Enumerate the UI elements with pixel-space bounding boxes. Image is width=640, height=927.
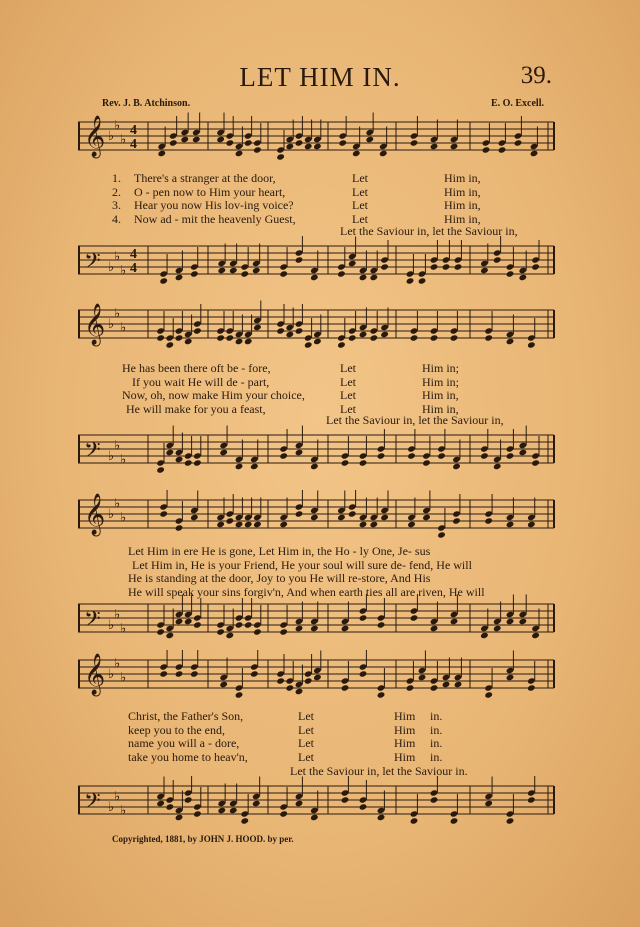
note-head bbox=[175, 334, 184, 341]
note-head bbox=[410, 817, 419, 824]
note-head bbox=[193, 621, 202, 628]
flat-icon: ♭ bbox=[120, 319, 127, 335]
note-head bbox=[454, 263, 463, 270]
note-head bbox=[253, 628, 262, 635]
note-head bbox=[235, 338, 244, 345]
verse-line: If you wait He will de - part, Let Him in; bbox=[132, 374, 460, 389]
note-head bbox=[235, 150, 244, 157]
note-head bbox=[313, 674, 322, 681]
note-head bbox=[452, 463, 461, 470]
note-head bbox=[359, 331, 368, 338]
note-head bbox=[286, 684, 295, 691]
note-head bbox=[279, 628, 288, 635]
note-head bbox=[310, 274, 319, 281]
note-head bbox=[304, 143, 313, 150]
note-head bbox=[410, 139, 419, 146]
note-head bbox=[365, 136, 374, 143]
treble-staff-4 bbox=[78, 650, 558, 712]
note-head bbox=[240, 817, 249, 824]
refrain-text-2: Let the Saviour in, let the Saviour in, bbox=[326, 413, 504, 427]
note-head bbox=[377, 621, 386, 628]
note-head bbox=[484, 517, 493, 524]
refrain-text-1: Let the Saviour in, let the Saviour in, bbox=[340, 224, 518, 238]
note-head bbox=[493, 256, 502, 263]
note-head bbox=[422, 459, 431, 466]
lyricist-credit: Rev. J. B. Atchinson. bbox=[102, 98, 191, 109]
flat-icon: ♭ bbox=[108, 316, 115, 331]
note-head bbox=[250, 463, 259, 470]
note-head bbox=[159, 510, 168, 517]
note-head bbox=[506, 674, 515, 681]
note-head bbox=[166, 449, 175, 456]
note-head bbox=[190, 514, 199, 521]
note-head bbox=[341, 796, 350, 803]
note-head bbox=[484, 334, 493, 341]
note-head bbox=[484, 800, 493, 807]
note-head bbox=[450, 334, 459, 341]
note-head bbox=[217, 807, 226, 814]
verse-line: He has been there oft be - fore, Let Him in; bbox=[122, 361, 460, 375]
note-head bbox=[310, 814, 319, 821]
verse-line: 4. Now ad - mit the heavenly Guest, Let Him in, bbox=[112, 211, 481, 226]
verse-line: take you home to heav'n, Let Him in. bbox=[128, 749, 443, 764]
note-head bbox=[235, 691, 244, 698]
note-head bbox=[452, 517, 461, 524]
note-head bbox=[406, 277, 415, 284]
note-head bbox=[276, 677, 285, 684]
note-head bbox=[514, 139, 523, 146]
note-head bbox=[519, 449, 528, 456]
hymn-title: LET HIM IN. bbox=[239, 62, 401, 92]
note-head bbox=[359, 803, 368, 810]
note-head bbox=[286, 331, 295, 338]
verse-line: 1. There's a stranger at the door, Let Him in, bbox=[112, 171, 481, 185]
note-head bbox=[180, 136, 189, 143]
note-head bbox=[418, 674, 427, 681]
note-head bbox=[219, 449, 228, 456]
verse-line: keep you to the end, Let Him in. bbox=[128, 722, 443, 737]
note-head bbox=[442, 681, 451, 688]
note-head bbox=[377, 691, 386, 698]
note-head bbox=[506, 521, 515, 528]
note-head bbox=[410, 334, 419, 341]
note-head bbox=[450, 618, 459, 625]
note-head bbox=[156, 334, 165, 341]
note-head bbox=[235, 621, 244, 628]
treble-clef-icon: 𝄞 bbox=[84, 494, 106, 535]
note-head bbox=[506, 452, 515, 459]
note-head bbox=[253, 521, 262, 528]
flat-icon: ♭ bbox=[114, 248, 121, 264]
hymn-number: 39. bbox=[520, 62, 552, 89]
note-head bbox=[169, 139, 178, 146]
note-head bbox=[193, 810, 202, 817]
treble-staff-3 bbox=[78, 490, 558, 548]
note-head bbox=[493, 625, 502, 632]
flat-icon: ♭ bbox=[120, 131, 127, 147]
verse-line: Now, oh, now make Him your choice, Let Him in, bbox=[122, 388, 459, 402]
note-head bbox=[480, 632, 489, 639]
note-head bbox=[156, 628, 165, 635]
note-head bbox=[229, 807, 238, 814]
note-head bbox=[295, 510, 304, 517]
note-head bbox=[310, 625, 319, 632]
note-head bbox=[480, 267, 489, 274]
flat-icon: ♭ bbox=[108, 666, 115, 681]
note-head bbox=[341, 459, 350, 466]
note-head bbox=[193, 327, 202, 334]
note-head bbox=[166, 803, 175, 810]
note-head bbox=[422, 514, 431, 521]
bass-clef-icon: 𝄢 bbox=[84, 438, 101, 468]
note-head bbox=[175, 274, 184, 281]
note-head bbox=[531, 632, 540, 639]
note-head bbox=[430, 625, 439, 632]
note-head bbox=[157, 150, 166, 157]
note-head bbox=[370, 334, 379, 341]
verse-line: 3. Hear you now His lov-ing voice? Let Him in, bbox=[112, 198, 481, 212]
note-head bbox=[156, 466, 165, 473]
note-head bbox=[295, 256, 304, 263]
note-head bbox=[216, 334, 225, 341]
bass-staff-3 bbox=[78, 594, 558, 646]
flat-icon: ♭ bbox=[120, 802, 127, 818]
note-head bbox=[338, 139, 347, 146]
note-head bbox=[437, 452, 446, 459]
note-head bbox=[226, 632, 235, 639]
note-head bbox=[244, 521, 253, 528]
note-head bbox=[527, 684, 536, 691]
note-head bbox=[407, 521, 416, 528]
note-head bbox=[190, 270, 199, 277]
flat-icon: ♭ bbox=[120, 451, 127, 467]
bass-staff-2 bbox=[78, 425, 558, 483]
treble-staff-2 bbox=[78, 300, 558, 364]
note-head bbox=[279, 521, 288, 528]
note-head bbox=[341, 684, 350, 691]
note-head bbox=[252, 267, 261, 274]
flat-icon: ♭ bbox=[108, 128, 115, 143]
refrain-text-4: Let the Saviour in, let the Saviour in. bbox=[290, 764, 468, 778]
note-head bbox=[244, 139, 253, 146]
note-head bbox=[250, 670, 259, 677]
verse-line: He will speak your sins forgiv'n, And when earth ties all are riven, He will bbox=[128, 584, 485, 599]
note-head bbox=[493, 463, 502, 470]
verse-block-2 bbox=[118, 362, 538, 416]
time-signature: 4 bbox=[130, 247, 137, 262]
note-head bbox=[498, 146, 507, 153]
note-head bbox=[407, 452, 416, 459]
flat-icon: ♭ bbox=[114, 117, 121, 133]
note-head bbox=[527, 521, 536, 528]
note-head bbox=[506, 270, 515, 277]
note-head bbox=[437, 531, 446, 538]
note-head bbox=[406, 684, 415, 691]
note-head bbox=[253, 146, 262, 153]
note-head bbox=[166, 341, 175, 348]
note-head bbox=[506, 618, 515, 625]
treble-clef-icon: 𝄞 bbox=[84, 654, 106, 695]
flat-icon: ♭ bbox=[108, 799, 115, 814]
note-head bbox=[190, 670, 199, 677]
note-head bbox=[380, 514, 389, 521]
note-head bbox=[244, 338, 253, 345]
note-head bbox=[276, 327, 285, 334]
bass-clef-icon: 𝄢 bbox=[84, 607, 101, 637]
verse-block-1 bbox=[100, 172, 540, 226]
note-head bbox=[235, 521, 244, 528]
flat-icon: ♭ bbox=[108, 448, 115, 463]
verse-block-3 bbox=[128, 545, 548, 599]
note-head bbox=[359, 521, 368, 528]
note-head bbox=[379, 150, 388, 157]
note-head bbox=[295, 800, 304, 807]
note-head bbox=[337, 514, 346, 521]
note-head bbox=[531, 263, 540, 270]
note-head bbox=[480, 452, 489, 459]
note-head bbox=[184, 459, 193, 466]
flat-icon: ♭ bbox=[114, 655, 121, 671]
note-head bbox=[184, 618, 193, 625]
treble-clef-icon: 𝄞 bbox=[84, 116, 106, 157]
time-signature: 4 bbox=[130, 137, 137, 152]
note-head bbox=[295, 688, 304, 695]
note-head bbox=[175, 456, 184, 463]
flat-icon: ♭ bbox=[114, 788, 121, 804]
note-head bbox=[450, 143, 459, 150]
note-head bbox=[216, 628, 225, 635]
note-head bbox=[531, 459, 540, 466]
note-head bbox=[450, 817, 459, 824]
note-head bbox=[430, 143, 439, 150]
note-head bbox=[235, 463, 244, 470]
note-head bbox=[337, 341, 346, 348]
bass-staff-4 bbox=[78, 776, 558, 830]
note-head bbox=[156, 800, 165, 807]
note-head bbox=[348, 334, 357, 341]
note-head bbox=[484, 691, 493, 698]
note-head bbox=[380, 331, 389, 338]
note-head bbox=[430, 263, 439, 270]
note-head bbox=[313, 143, 322, 150]
note-head bbox=[295, 139, 304, 146]
time-signature: 4 bbox=[130, 123, 137, 138]
note-head bbox=[430, 796, 439, 803]
note-head bbox=[359, 459, 368, 466]
bass-clef-icon: 𝄢 bbox=[84, 789, 101, 819]
note-head bbox=[530, 150, 539, 157]
verse-line: 2. O - pen now to Him your heart, Let Him in, bbox=[112, 184, 481, 199]
verse-line: Let Him in ere He is gone, Let Him in, the Ho - ly One, Je- sus bbox=[128, 544, 431, 558]
verse-line: Let Him in, He is your Friend, He your soul will sure de- fend, He will bbox=[132, 557, 472, 572]
verse-line: Christ, the Father's Son, Let Him in. bbox=[128, 709, 443, 723]
note-head bbox=[506, 817, 515, 824]
note-head bbox=[252, 800, 261, 807]
treble-staff-1 bbox=[78, 112, 558, 172]
note-head bbox=[240, 270, 249, 277]
note-head bbox=[418, 277, 427, 284]
note-head bbox=[380, 263, 389, 270]
note-head bbox=[430, 684, 439, 691]
flat-icon: ♭ bbox=[114, 495, 121, 511]
note-head bbox=[226, 334, 235, 341]
note-head bbox=[219, 681, 228, 688]
note-head bbox=[337, 270, 346, 277]
flat-icon: ♭ bbox=[108, 259, 115, 274]
bass-staff-1 bbox=[78, 236, 558, 292]
note-head bbox=[304, 341, 313, 348]
treble-clef-icon: 𝄞 bbox=[84, 304, 106, 345]
note-head bbox=[229, 267, 238, 274]
note-head bbox=[279, 810, 288, 817]
flat-icon: ♭ bbox=[108, 617, 115, 632]
note-head bbox=[348, 260, 357, 267]
flat-icon: ♭ bbox=[120, 669, 127, 685]
staff-lines bbox=[78, 660, 554, 688]
verse-line: He is standing at the door, Joy to you He will re-store, And His bbox=[128, 571, 431, 585]
flat-icon: ♭ bbox=[120, 509, 127, 525]
verse-line: He will make for you a feast, Let Him in, bbox=[126, 401, 459, 416]
note-head bbox=[359, 614, 368, 621]
copyright-notice: Copyrighted, 1881, by JOHN J. HOOD. by per. bbox=[112, 834, 294, 844]
verse-block-4 bbox=[128, 710, 548, 764]
note-head bbox=[377, 814, 386, 821]
note-head bbox=[159, 670, 168, 677]
note-head bbox=[352, 150, 361, 157]
bass-clef-icon: 𝄢 bbox=[84, 249, 101, 279]
note-head bbox=[175, 524, 184, 531]
note-head bbox=[279, 270, 288, 277]
note-head bbox=[527, 341, 536, 348]
staff-lines bbox=[78, 500, 554, 528]
note-head bbox=[175, 814, 184, 821]
flat-icon: ♭ bbox=[114, 305, 121, 321]
note-head bbox=[193, 459, 202, 466]
note-head bbox=[359, 670, 368, 677]
note-head bbox=[184, 796, 193, 803]
flat-icon: ♭ bbox=[120, 262, 127, 278]
note-head bbox=[295, 449, 304, 456]
note-head bbox=[341, 625, 350, 632]
note-head bbox=[348, 510, 357, 517]
note-head bbox=[313, 338, 322, 345]
note-head bbox=[253, 324, 262, 331]
note-head bbox=[527, 796, 536, 803]
note-head bbox=[442, 263, 451, 270]
note-head bbox=[304, 677, 313, 684]
note-head bbox=[310, 463, 319, 470]
note-head bbox=[482, 146, 491, 153]
note-head bbox=[276, 153, 285, 160]
note-head bbox=[279, 452, 288, 459]
note-head bbox=[370, 521, 379, 528]
note-head bbox=[184, 338, 193, 345]
composer-credit: E. O. Excell. bbox=[490, 98, 544, 109]
note-head bbox=[226, 517, 235, 524]
note-head bbox=[175, 618, 184, 625]
note-head bbox=[519, 274, 528, 281]
note-head bbox=[359, 274, 368, 281]
note-head bbox=[310, 514, 319, 521]
note-head bbox=[295, 327, 304, 334]
note-head bbox=[454, 681, 463, 688]
flat-icon: ♭ bbox=[114, 606, 121, 622]
note-head bbox=[216, 136, 225, 143]
note-head bbox=[430, 334, 439, 341]
note-head bbox=[216, 521, 225, 528]
note-head bbox=[217, 267, 226, 274]
flat-icon: ♭ bbox=[108, 506, 115, 521]
note-head bbox=[370, 274, 379, 281]
note-head bbox=[519, 618, 528, 625]
note-head bbox=[377, 452, 386, 459]
time-signature: 4 bbox=[130, 261, 137, 276]
note-head bbox=[244, 621, 253, 628]
note-head bbox=[166, 632, 175, 639]
note-head bbox=[192, 136, 201, 143]
flat-icon: ♭ bbox=[114, 437, 121, 453]
verse-line: name you will a - dore, Let Him in. bbox=[128, 736, 443, 750]
note-head bbox=[226, 139, 235, 146]
note-head bbox=[295, 625, 304, 632]
flat-icon: ♭ bbox=[120, 620, 127, 636]
note-head bbox=[175, 670, 184, 677]
note-head bbox=[410, 614, 419, 621]
note-head bbox=[159, 277, 168, 284]
note-head bbox=[286, 143, 295, 150]
note-head bbox=[506, 338, 515, 345]
